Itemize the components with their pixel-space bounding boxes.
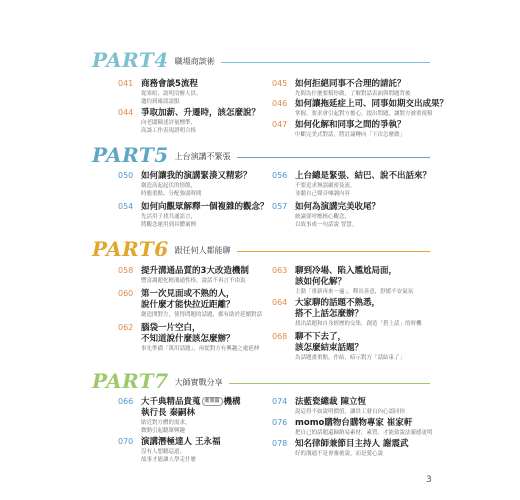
entry-description: 主動「重新再來一遍」，釋出善意，舒緩不安氣氛 <box>295 289 414 295</box>
toc-entry[interactable] <box>118 289 293 320</box>
toc-entry[interactable] <box>272 202 447 229</box>
part4-subtitle: 職場商談術 <box>174 57 215 66</box>
entry-description: 向老闆陳述評量標準、 高談工作表現證明合格 <box>141 120 197 134</box>
entry-description: 好的溝通不是會審後說，而是愛心說 <box>295 451 384 457</box>
entry-title: 如何向觀眾解釋一個複雜的觀念？ <box>141 202 269 212</box>
category-tag: 產業篇 <box>202 397 223 406</box>
entry-description: 找出話題和自身經歷的交集，創造「搭上話」的時機 <box>295 321 422 327</box>
entry-page-number: 060 <box>118 289 134 298</box>
part5-header <box>92 143 430 165</box>
toc-entry[interactable] <box>272 298 447 329</box>
entry-title: 商務會談5流程 <box>141 79 198 89</box>
entry-page-number: 078 <box>272 439 288 448</box>
entry-title: 爭取加薪、升遷時，該怎麼說？ <box>141 108 261 118</box>
entry-title: 如何讓拖延症上司、同事如期交出成果？ <box>295 99 449 109</box>
entry-description: 統論要呼應核心觀念， 以故事成一句話說 智慧。 <box>295 214 358 228</box>
entry-title: 腦袋一片空白， 不知道說什麼該怎麼辦？ <box>141 323 235 344</box>
toc-entry[interactable] <box>272 99 447 119</box>
entry-description: 貼近對方體的需求， 微動引起聽眾興趣 <box>141 420 191 434</box>
entry-title: 第一次見面或不熟的人， 說什麼才能快拉近距離？ <box>141 289 235 310</box>
entry-title: 大千典精品貴蒐 產業篇 機構 執行長 秦嗣林 <box>141 397 241 418</box>
entry-description: 不要追求無誤嚴密及流， 並聽自己聲音嗓調內容 <box>295 183 356 197</box>
entry-description: 事先準備「萬用話題」，再從對方有興趣之處延伸 <box>141 346 260 352</box>
toc-entry[interactable] <box>118 266 293 286</box>
entry-title: 上台總是緊張、結巴、說不出話來？ <box>295 171 432 181</box>
toc-entry[interactable] <box>272 171 447 198</box>
toc-entry[interactable] <box>272 120 447 140</box>
entry-page-number: 064 <box>272 298 288 307</box>
toc-entry[interactable] <box>272 418 447 438</box>
part6-divider <box>237 251 430 252</box>
part7-header <box>92 369 430 391</box>
entry-page-number: 054 <box>118 202 134 211</box>
entry-description: 為話題畫重點，作結，暗示對方「話結束了」 <box>295 355 406 361</box>
entry-page-number: 047 <box>272 120 288 129</box>
entry-title: 聊到冷場、陷入尷尬局面， 該如何化解？ <box>295 266 398 287</box>
entry-description: 創造高起起伏的情節， 時態重點、分配強弱時間 <box>141 183 202 197</box>
toc-entry[interactable] <box>272 79 447 99</box>
entry-description: 掌握、要求會引起對方擔心，提出問題，讓對方被重視幫 <box>295 111 433 117</box>
entry-page-number: 076 <box>272 418 288 427</box>
entry-page-number: 046 <box>272 99 288 108</box>
part7-heading: PART7 <box>92 369 169 393</box>
entry-title: momo購物台購物專家 崔家軒 <box>295 418 413 428</box>
entry-page-number: 057 <box>272 202 288 211</box>
entry-page-number: 068 <box>272 332 288 341</box>
entry-page-number: 058 <box>118 266 134 275</box>
part4-header <box>92 48 430 70</box>
part5-heading: PART5 <box>92 143 169 167</box>
toc-entry[interactable] <box>118 323 293 354</box>
entry-title: 法藍瓷總裁 陳立恆 <box>295 397 366 407</box>
toc-entry[interactable] <box>272 439 447 459</box>
entry-description: 把自己的話題還歸納易素材，素質、才能致說法靈感更明 <box>295 430 433 436</box>
entry-page-number: 044 <box>118 108 134 117</box>
toc-entry[interactable] <box>272 397 447 417</box>
part5-subtitle: 上台演講不緊張 <box>174 152 231 161</box>
entry-description: 先活用子找共通語言， 將觀念運用到具體案例 <box>141 214 197 228</box>
entry-title: 如何拒絕同事不合理的請託？ <box>295 79 406 89</box>
entry-title: 如何為演講完美收尾？ <box>295 202 381 212</box>
entry-page-number: 056 <box>272 171 288 180</box>
part4-divider <box>221 62 430 63</box>
toc-entry[interactable] <box>118 397 293 435</box>
toc-entry[interactable] <box>118 171 293 198</box>
entry-description: 豐富調題化輕溝通性格，說話不再言不由衷 <box>141 278 246 284</box>
entry-page-number: 063 <box>272 266 288 275</box>
part4-heading: PART4 <box>92 48 169 72</box>
entry-description: 創造開對方，使得問題的話題，都有助於延續對話 <box>141 312 263 318</box>
entry-title: 提升溝通品質的3大改造機制 <box>141 266 249 276</box>
part5-divider <box>237 157 430 158</box>
entry-title: 聊不下去了， 該怎麼結束話題？ <box>295 332 364 353</box>
toc-entry[interactable] <box>118 202 293 229</box>
entry-description: 說這得不如說明價值，讓員工發自內心認同你 <box>295 409 406 415</box>
part7-divider <box>229 383 430 384</box>
entry-description: 沒有人想聽這道， 故事才能讓人學走什麼 <box>141 449 197 463</box>
entry-description: 中斷完美式對話，將討論轉向「下次怎麼做」 <box>295 132 406 138</box>
part6-subtitle: 跟任何人都能聊 <box>174 246 231 255</box>
entry-title: 演講潛極達人 王永福 <box>141 437 221 447</box>
toc-entry[interactable] <box>118 79 293 106</box>
toc-entry[interactable] <box>272 266 447 297</box>
entry-page-number: 070 <box>118 437 134 446</box>
toc-entry[interactable] <box>118 437 293 464</box>
toc-entry[interactable] <box>272 332 447 363</box>
entry-title: 知名律師兼節目主持人 謝震武 <box>295 439 409 449</box>
part7-subtitle: 大師實戰分享 <box>174 378 223 387</box>
part6-heading: PART6 <box>92 237 169 261</box>
entry-page-number: 045 <box>272 79 288 88</box>
entry-title: 如何化解和同事之間的爭執？ <box>295 120 406 130</box>
entry-description: 先間為什麼要幫你做，了解對話表面與問題背後 <box>295 91 411 97</box>
entry-title: 如何讓我的演講緊湊又精彩？ <box>141 171 252 181</box>
part6-header <box>92 237 430 259</box>
entry-title: 大家聊的話題不熟悉， 搭不上話怎麼辦？ <box>295 298 381 319</box>
entry-page-number: 074 <box>272 397 288 406</box>
entry-page-number: 050 <box>118 171 134 180</box>
entry-page-number: 066 <box>118 397 134 406</box>
entry-page-number: 062 <box>118 323 134 332</box>
page-number: 3 <box>426 475 432 485</box>
entry-page-number: 041 <box>118 79 134 88</box>
toc-entry[interactable] <box>118 108 293 135</box>
entry-description: 從寒暄、說明洽辦人員、 邀約到確認說服 <box>141 91 202 105</box>
